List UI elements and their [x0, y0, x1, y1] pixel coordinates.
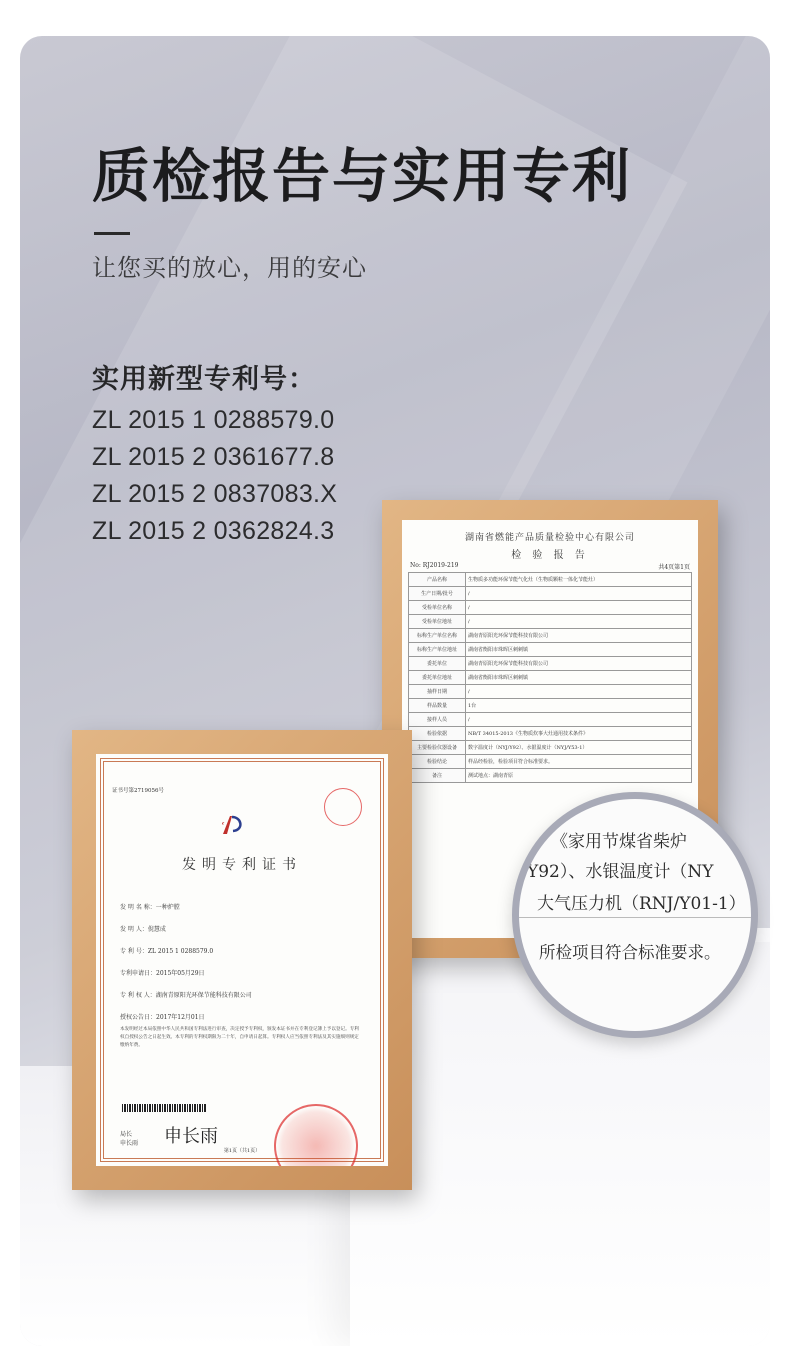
magnified-rule [519, 917, 751, 918]
report-row-value: 湖南省衡阳市珠晖区刺刺镇 [466, 671, 692, 685]
report-row-value: 湖南青原阳光环保节能科技有限公司 [466, 629, 692, 643]
page-subtitle: 让您买的放心，用的安心 [92, 254, 367, 282]
report-row-label: 抽样日期 [409, 685, 466, 699]
report-row-value: 1台 [466, 699, 692, 713]
report-row-value: / [466, 601, 692, 615]
title-divider [94, 232, 130, 235]
report-row-label: 受检单位名称 [409, 601, 466, 615]
magnifier-lens [512, 792, 758, 1038]
report-row [409, 643, 692, 657]
certificate-footer: 第1页（共1页） [223, 1148, 261, 1154]
report-row-value: 样品经检验，检验项目符合标准要求。 [466, 755, 692, 769]
patent-number: ZL 2015 2 0837083.X [92, 480, 338, 508]
report-row-label: 主要检验仪器设备 [409, 741, 466, 755]
report-row [409, 671, 692, 685]
report-row-value: 湖南青原阳光环保节能科技有限公司 [466, 657, 692, 671]
patent-number: ZL 2015 2 0361677.8 [92, 443, 335, 471]
report-row [409, 587, 692, 601]
report-row-label: 备注 [409, 769, 466, 783]
certificate-body: 本发明经过本局依照中华人民共和国专利法进行审查，决定授予专利权，颁发本证书并在专利登记簿上予以登记。专利权自授权公告之日起生效。本专利的专利权期限为二十年，自申请日起算。专利权人应当依照专利法及其实施细则规定缴纳年费。 [120, 1027, 359, 1048]
report-organization: 湖南省燃能产品质量检验中心有限公司 [464, 533, 635, 543]
chief-title: 局长 [120, 1131, 133, 1138]
patent-holder: 专 利 权 人：湖南青原阳光环保节能科技有限公司 [120, 992, 252, 999]
report-row-value: 生物质多功能环保节能气化灶（生物质颗粒一体化节能灶） [466, 573, 692, 587]
report-row [409, 573, 692, 587]
report-row [409, 741, 692, 755]
patent-number: ZL 2015 1 0288579.0 [92, 406, 335, 434]
magnified-line: 大气压力机（RNJ/Y01-1） [537, 894, 746, 914]
certificate-title: 发明专利证书 [182, 857, 302, 873]
grant-date: 授权公告日：2017年12月01日 [120, 1014, 205, 1021]
patent-number: ZL 2015 2 0362824.3 [92, 517, 335, 545]
report-row [409, 699, 692, 713]
magnified-conclusion: 所检项目符合标准要求。 [539, 943, 721, 962]
barcode [122, 1104, 206, 1112]
report-row-value: NB/T 34015-2013《生物质炊事大灶通用技术条件》 [466, 727, 692, 741]
patent-certificate-frame [72, 730, 412, 1190]
magnified-line: 《家用节煤省柴炉 [551, 832, 687, 852]
report-row-label: 产品名称 [409, 573, 466, 587]
red-seal-small [324, 788, 362, 826]
report-row-label: 接样人员 [409, 713, 466, 727]
patent-heading: 实用新型专利号： [92, 364, 316, 395]
report-row-value: 测试地点：湖南青原 [466, 769, 692, 783]
patent-office-logo-icon [220, 814, 246, 836]
report-row [409, 615, 692, 629]
report-row-value: / [466, 713, 692, 727]
report-row-label: 受检单位地址 [409, 615, 466, 629]
report-number: No: RJ2019-219 [410, 562, 459, 569]
report-table [408, 572, 692, 783]
report-row [409, 727, 692, 741]
signature: 申长雨 [164, 1126, 218, 1147]
report-row [409, 755, 692, 769]
magnified-line: Y92）、水银温度计（NY [527, 862, 714, 882]
page-title: 质检报告与实用专利 [92, 142, 633, 210]
report-row-label: 委托单位 [409, 657, 466, 671]
report-row-label: 检验依据 [409, 727, 466, 741]
certificate-patent-number: 专 利 号：ZL 2015 1 0288579.0 [120, 948, 214, 955]
report-row-label: 生产日期/批号 [409, 587, 466, 601]
report-row-value: / [466, 685, 692, 699]
report-row [409, 601, 692, 615]
report-row-label: 标称生产单位地址 [409, 643, 466, 657]
filing-date: 专利申请日：2015年05月29日 [120, 970, 205, 977]
report-row-value: 湖南省衡阳市珠晖区刺刺镇 [466, 643, 692, 657]
report-row-label: 样品数量 [409, 699, 466, 713]
certificate-number: 证书号第2719056号 [112, 788, 164, 794]
report-page: 共4页第1页 [658, 564, 690, 571]
report-row [409, 769, 692, 783]
inventor: 发 明 人：倪慧成 [120, 926, 166, 933]
patent-certificate [96, 754, 388, 1166]
report-row [409, 685, 692, 699]
report-row-value: / [466, 615, 692, 629]
patent-number-list [92, 402, 337, 550]
report-row [409, 657, 692, 671]
invention-name: 发 明 名 称：一种炉膛 [120, 904, 180, 911]
chief-block [120, 1130, 138, 1148]
chief-name: 申长雨 [120, 1140, 139, 1147]
report-row-label: 检验结论 [409, 755, 466, 769]
report-row-value: / [466, 587, 692, 601]
report-row-label: 委托单位地址 [409, 671, 466, 685]
report-row-value: 数字温度计（NYJ/Y92）、水银温度计（NYJ/Y53-1） [466, 741, 692, 755]
report-row [409, 629, 692, 643]
report-row [409, 713, 692, 727]
report-row-label: 标称生产单位名称 [409, 629, 466, 643]
report-title: 检 验 报 告 [511, 550, 589, 561]
